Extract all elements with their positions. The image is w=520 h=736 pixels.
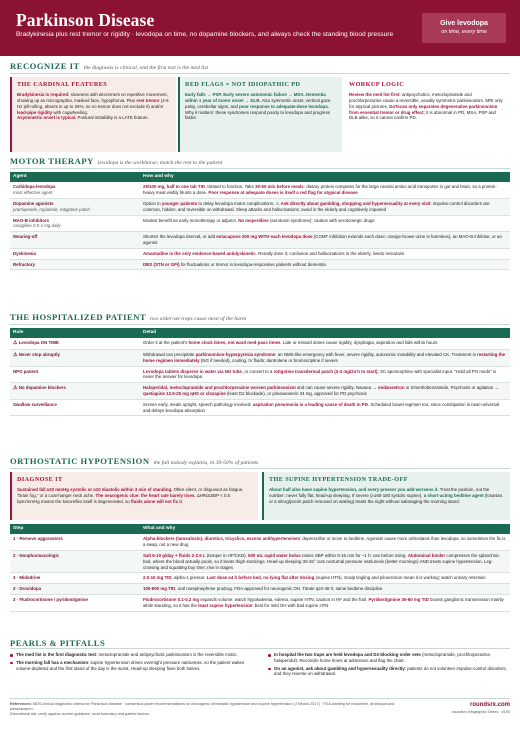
warning-icon: ⚠	[13, 351, 18, 358]
page-title: Parkinson Disease	[16, 10, 155, 30]
text: Why it matters: these syndromes respond poorly to levodopa and progress faster.	[185, 109, 330, 121]
text-bold: short-acting bedtime agent	[427, 493, 484, 498]
text-bold: entacapone 200 mg WITH each levodopa dose	[216, 234, 313, 240]
table-row	[10, 399, 510, 416]
text: Often silent, or disguised as fatigue, "brain fog," or a coat-hanger neck ache.	[17, 487, 244, 498]
series-label: roundsrx infographic Series · #190	[451, 709, 510, 714]
section-hospitalized	[10, 312, 510, 325]
text: . Renally dose it; confusion and hallucinations in the elderly, livedo reticularis	[255, 250, 405, 256]
section-pearls	[10, 638, 510, 677]
text-bold: rotigotine transdermal patch (2-4 mg/24 h to start)	[273, 368, 378, 374]
pearl-item	[10, 652, 250, 658]
text-bold: Last dose ≥4 h before bed, no lying flat after dosing	[206, 575, 315, 581]
detail-cell	[140, 338, 510, 349]
text-bold: Sustained fall ≥20 mmHg systolic or ≥10 diastolic within 3 min of standing.	[17, 487, 173, 493]
text: : an NMS-like emergency with fever, severe rigidity, autonomic instability and elevated CK. Treatment is	[275, 351, 478, 357]
text: Withdrawal can precipitate	[143, 351, 196, 357]
rule-name: NPO patient	[13, 368, 39, 374]
table-row	[10, 198, 510, 215]
detail-cell	[140, 248, 510, 259]
rule-cell	[10, 349, 140, 366]
text: (temper in HF/CKD).	[205, 552, 249, 558]
text: and can cause severe rigidity. Nausea →	[295, 385, 378, 391]
text: (NG if needed), cooling, IV fluids; dantrolene or bromocriptine if severe	[199, 357, 338, 363]
disclaimer: Educational aid: verify against current guidance, local formulary and patient factors.	[10, 712, 150, 716]
card-body	[17, 92, 171, 121]
text: Modest benefit as early monotherapy or adjunct.	[143, 217, 239, 223]
text-bold: Levodopa tablets disperse in water via NG tube	[143, 368, 242, 374]
table-row	[10, 383, 510, 400]
references-text: MDS clinical diagnostic criteria for Parkinson disease · consensus panel recommendations on neurogenic orthostatic hypotension and supine hypertension (J Neurol 2017) · FDA labeling for midodrine, droxidopa and pimavanserin.	[10, 702, 395, 711]
pearls-right-list	[268, 652, 508, 679]
table-row	[10, 595, 510, 612]
section-note: the fall nobody explains, in 30-50% of patients	[153, 460, 259, 466]
detail-cell	[140, 584, 510, 595]
text: : dietary protein competes for the large neutral amino acid transporter in gut and brain, so a protein-heavy meal visibly blunts a dose.	[143, 184, 497, 196]
references-label: References:	[10, 702, 32, 706]
agent-cell	[10, 248, 140, 259]
card-title: WORKUP LOGIC	[349, 81, 405, 88]
rule-name: No dopamine blockers	[18, 385, 66, 391]
section-orthostatic	[10, 456, 510, 469]
text-bold: Ask directly about gambling, shopping and hypersexuality at every visit	[280, 200, 431, 206]
agent-subtitle: rasagiline 0.5-1 mg daily	[13, 223, 61, 229]
rule-name: Levodopa ON TIME	[18, 340, 59, 346]
text-bold: aspiration pneumonia is a leading cause of death in PD	[252, 401, 368, 407]
card-diagnose-it	[10, 472, 258, 520]
table-row	[10, 182, 510, 198]
text: antipsychotics, metoclopramide and prochlorperazine cause a reversible, usually symmetric parkinsonism. MRI only for atypical pictures.	[349, 92, 503, 109]
text: (supine HTN). Scalp tingling and piloerection mean it is working; watch urinary retention	[314, 575, 486, 581]
detail-cell	[140, 399, 510, 416]
motor-therapy-table	[10, 172, 510, 270]
section-title: PEARLS & PITFALLS	[10, 638, 106, 648]
agent-name: Wearing-off	[13, 234, 38, 240]
table-row	[10, 550, 510, 572]
text: , oral norepinephrine prodrug, FDA-approved for neurogenic OH. Titrate q24-48 h; same bedtime discipline	[175, 586, 383, 592]
text: : patients do not volunteer impulse-control disorders, and they reverse on withdrawal.	[274, 665, 507, 677]
rule-cell	[10, 338, 140, 349]
step-name: 3 · Midodrine	[13, 575, 41, 581]
table-row	[10, 232, 510, 249]
pearl-item	[268, 652, 508, 664]
header-banner	[0, 0, 520, 56]
text-bold: The morning fall has a mechanism	[16, 659, 88, 665]
table-row	[10, 349, 510, 366]
step-name: 3 · Droxidopa	[13, 586, 42, 592]
text: (serotonin syndrome); caution with serotonergic drugs	[268, 217, 375, 223]
table-header-row	[10, 328, 510, 338]
text-bold: Pyridostigmine 30-60 mg TID	[368, 597, 429, 603]
column-header: Detail	[140, 328, 510, 338]
text-bold: least supine hypertension	[198, 602, 253, 608]
detail-cell	[140, 349, 510, 366]
card-title: THE CARDINAL FEATURES	[17, 81, 108, 88]
text: , alpha-1 pressor.	[171, 575, 207, 581]
text: raises SBP within 5-15 min for ~1 h: use before rising.	[300, 552, 408, 558]
section-note: two order-set traps cause most of the harm	[150, 316, 247, 322]
text-bold: restarting the home regimen immediately	[143, 351, 506, 363]
text: Shorten the levodopa interval, or add	[143, 234, 217, 240]
text-bold: Amantadine is the only evidence-based antidyskinetic	[143, 250, 256, 256]
detail-cell	[140, 198, 510, 215]
card-supine-tradeoff	[262, 472, 510, 520]
pearl-item	[268, 666, 508, 678]
badge-line2: on time, every time	[441, 29, 487, 36]
step-cell	[10, 573, 140, 584]
text-bold: DBS (STN or GPi)	[143, 261, 180, 267]
table-row	[10, 534, 510, 550]
text: (metoclopramide, prochlorperazine, haloperidol). Reconcile home times at admission and flag the chart.	[274, 652, 492, 663]
column-header: Rule	[10, 328, 140, 338]
card-body	[269, 487, 505, 504]
text: compresses the splanchnic bed, where the blood actually pools, so it beats thigh stockings. Head-up sleeping 30-45° cuts nocturnal pressure natriuresis (better mornings) AND treats supine hypertension. Leg-crossing and squatting buy time; rise in stages	[143, 552, 500, 570]
detail-cell	[140, 232, 510, 249]
text: Postural instability is a LATE feature.	[76, 115, 149, 121]
agent-cell	[10, 198, 140, 215]
section-title: RECOGNIZE IT	[10, 61, 80, 71]
text: (losartan, or a nitroglycerin patch removed on waking) treats the night without sabotaging the morning stand.	[269, 493, 504, 504]
table-row	[10, 573, 510, 584]
section-recognize	[10, 61, 510, 74]
text: , or convert to a	[241, 368, 274, 374]
section-title: ORTHOSTATIC HYPOTENSION	[10, 456, 150, 466]
text: (least D2 blockade), or pimavanserin 34 mg, approved for PD psychosis	[225, 390, 367, 396]
text: Treat the position, not the number: never fully flat, head-up sleeping. If severe (≥160-180 systolic supine), a	[269, 487, 490, 498]
text: (COMT inhibition extends each dose; orange-brown urine is harmless), an MAO-B inhibitor, or an agonist	[143, 234, 502, 246]
agent-cell	[10, 232, 140, 249]
table-row	[10, 366, 510, 383]
text: : best for mild OH with bad supine HTN	[252, 602, 329, 608]
text-bold: 100-600 mg TID	[143, 586, 176, 592]
table-row	[10, 248, 510, 259]
agent-cell	[10, 215, 140, 232]
badge-line1: Give levodopa	[440, 20, 488, 27]
detail-cell	[140, 182, 510, 198]
step-cell	[10, 550, 140, 572]
text: .	[181, 498, 184, 504]
step-cell	[10, 534, 140, 550]
text-bold: parkinsonism-hyperpyrexia syndrome	[195, 351, 276, 357]
text-bold: No meperidine	[238, 217, 269, 223]
text: : supine hypertension drives overnight pressure natriuresis, so the patient wakes volume-depleted and the first stand of the day is the worst. Head-up sleeping fixes both halves.	[16, 659, 245, 671]
detail-cell	[140, 383, 510, 400]
text-bold: fluids alone will not fix it	[130, 498, 182, 504]
text-bold: Haloperidol, metoclopramide and prochlorperazine worsen parkinsonism	[143, 385, 296, 391]
text: slowness with decrement on repetitive movement, showing up as micrographia, masked face, hypophonia. Plus	[17, 92, 168, 103]
table-row	[10, 215, 510, 232]
column-header: Agent	[10, 172, 140, 182]
text: : metoclopramide and antipsychotic parkinsonism is the reversible mimic.	[96, 652, 238, 657]
text-bold: 500 mL rapid water bolus	[248, 552, 301, 558]
agent-cell	[10, 182, 140, 198]
table-header-row	[10, 172, 510, 182]
column-header: What and why	[140, 524, 510, 534]
step-name: 2 · Nonpharmacologic	[13, 552, 60, 558]
table-header-row	[10, 524, 510, 534]
detail-cell	[140, 550, 510, 572]
text-bold: younger patients	[161, 200, 198, 206]
section-note: the diagnosis is clinical, and the first test is the med list	[83, 65, 209, 71]
text-bold: Bradykinesia is required:	[17, 92, 70, 98]
text: ; SC apomorphine with specialist input. "Hold all PO meds" is never the answer for levodopa	[143, 368, 497, 380]
section-title: THE HOSPITALIZED PATIENT	[10, 312, 147, 322]
text: : deprescribe or move to bedtime. Agonists cause more orthostasis than levodopa, so sometimes the fix is a swap, not a new drug	[143, 536, 506, 548]
page-subtitle: Bradykinesia plus rest tremor or rigidity · levodopa on time, no dopamine blockers, and always check the standing blood pressure	[16, 31, 394, 38]
section-note: levodopa is the workhorse; match the rest to the patient	[97, 160, 223, 166]
hospital-table	[10, 328, 510, 416]
text: boosts ganglionic transmission mainly while standing, so it has the	[143, 597, 504, 608]
text-bold: The neurogenic clue: the heart rate barely rises.	[95, 493, 196, 498]
detail-cell	[140, 595, 510, 612]
text: with cogwheeling.	[52, 109, 89, 115]
text-bold: Abdominal binder	[407, 552, 446, 558]
text-bold: Asymmetric onset is typical.	[17, 115, 77, 121]
text-bold: Review the med list first:	[349, 92, 401, 98]
text-bold: On an agonist, ask about gambling and hypersexuality directly	[274, 665, 405, 671]
text-bold: 2.5-10 mg TID	[143, 575, 172, 581]
table-row	[10, 584, 510, 595]
card-title: DIAGNOSE IT	[17, 476, 63, 483]
section-motor-therapy	[10, 156, 510, 169]
text: : impulse-control disorders are common, hidden, and reversible on withdrawal. Sleep attacks and hallucinations; avoid in the elderly and cognitively impaired	[143, 200, 490, 212]
card-body	[349, 92, 505, 121]
text-bold: Fludrocortisone 0.1-0.2 mg	[143, 597, 200, 603]
header-badge	[422, 13, 506, 43]
detail-cell	[140, 573, 510, 584]
footer	[10, 698, 510, 717]
agent-cell	[10, 259, 140, 270]
text: ΔHR/ΔSBP < 0.5 bpm/mmHg means the baroreflex itself is degenerated, so	[17, 493, 231, 504]
rule-name: Swallow surveillance	[13, 401, 57, 407]
card-workup-logic	[344, 77, 510, 152]
text-bold: Poor response at adequate doses is itself a red flag for atypical disease	[208, 190, 358, 196]
column-header: How and why	[140, 172, 510, 182]
rule-name: Never stop abruptly	[18, 351, 60, 357]
rule-cell	[10, 383, 140, 400]
text: Screen early, meals upright, speech pathology involved:	[143, 401, 253, 407]
text-bold: rest tremor	[136, 98, 160, 103]
agent-name: Dyskinesia	[13, 250, 36, 256]
step-cell	[10, 584, 140, 595]
site-info	[452, 702, 510, 715]
text-bold: ondansetron	[377, 385, 405, 391]
card-body	[185, 92, 337, 121]
text: . Scheduled bowel regimen too, since constipation is near-universal and delays levodopa absorption	[143, 401, 499, 413]
text-bold: 25/100 mg, half to one tab TID	[143, 184, 205, 190]
text-bold: Salt 6-10 g/day + fluids 2-2.5 L	[143, 552, 206, 558]
rule-cell	[10, 399, 140, 416]
rule-cell	[10, 366, 140, 383]
text: Option in	[143, 200, 162, 206]
agent-name: MAO-B inhibitors	[13, 217, 50, 223]
warning-icon: ⚠	[13, 340, 18, 347]
text: Also symmetric onset, vertical gaze palsy, cerebellar signs, and	[185, 98, 331, 109]
card-title: THE SUPINE HYPERTENSION TRADE-OFF	[269, 476, 408, 483]
text: for fluctuations or tremor in levodopa-responsive patients without dementia	[179, 261, 326, 267]
agent-name: Carbidopa-levodopa	[13, 184, 56, 190]
text-bold: DaTscan only separates degenerative parkinsonism from essential tremor or drug effect;	[349, 103, 498, 115]
step-cell	[10, 595, 140, 612]
card-body	[17, 487, 253, 504]
agent-subtitle: most effective agent	[13, 190, 53, 196]
site-url: roundsrx.com	[469, 702, 510, 708]
card-red-flags	[178, 77, 342, 152]
card-title: RED FLAGS = NOT IDIOPATHIC PD	[185, 81, 301, 88]
pearls-title-bar	[10, 638, 510, 649]
text-bold: home clock times, not ward med-pass times	[188, 340, 281, 346]
detail-cell	[140, 534, 510, 550]
detail-cell	[140, 366, 510, 383]
agent-name: Refractory	[13, 261, 35, 267]
text: . Late or missed doses cause rigidity, dysphagia, aspiration and falls within hours	[280, 340, 438, 346]
text-bold: The med list is the first diagnostic test	[16, 652, 97, 657]
agent-name: Dopamine agonists	[13, 200, 54, 206]
step-name: 1 · Remove aggravators	[13, 536, 63, 542]
detail-cell	[140, 215, 510, 232]
text-bold: 30-60 min before meals	[255, 184, 304, 190]
text-bold: About half also have supine hypertension, and every pressor you add worsens it.	[269, 487, 439, 493]
detail-cell	[140, 259, 510, 270]
column-header: Step	[10, 524, 140, 534]
text: , titrated to function. Take	[204, 184, 256, 190]
agent-subtitle: pramipexole, ropinirole, rotigotine patch	[13, 206, 90, 212]
warning-icon: ⚠	[13, 385, 18, 392]
step-name: 3 · Fludrocortisone / pyridostigmine	[13, 597, 88, 603]
text: to delay levodopa motor complications. ⚠	[197, 200, 281, 206]
table-row	[10, 259, 510, 270]
card-cardinal-features	[10, 77, 176, 152]
text-bold: Early falls → PSP. Early severe autonomic failure → MSA. Dementia within 1 year of motor onset → DLB.	[185, 92, 326, 103]
orthostatic-steps-table	[10, 524, 510, 612]
text: expands volume: watch hypokalemia, edema, supine HTN; caution in HF and the frail.	[199, 597, 369, 603]
text-bold: poor response to adequate-dose levodopa.	[239, 103, 329, 109]
pearl-item	[10, 660, 250, 672]
references	[10, 702, 410, 717]
text-bold: lead-pipe rigidity	[17, 109, 53, 115]
text: or trimethobenzamide. Psychosis or agitation →	[404, 385, 499, 391]
text-bold: Alpha-blockers (tamsulosin), diuretics, tricyclics, excess antihypertensives	[143, 536, 300, 542]
text: (4-6 Hz pill-rolling, absent in up to 25%, so no tremor does not exclude it) and/or	[17, 98, 169, 109]
text: Order it at the patient's	[143, 340, 189, 346]
section-title: MOTOR THERAPY	[10, 156, 94, 166]
text-bold: In hospital the two traps are held levodopa and D2-blocking order sets	[274, 652, 421, 657]
pearls-left-list	[10, 652, 250, 673]
text: it is abnormal in PD, MSA, PSP and DLB alike, so it cannot confirm PD.	[349, 109, 496, 121]
table-row	[10, 338, 510, 349]
text-bold: quetiapine 12.5-25 mg qHS or clozapine	[143, 390, 226, 396]
